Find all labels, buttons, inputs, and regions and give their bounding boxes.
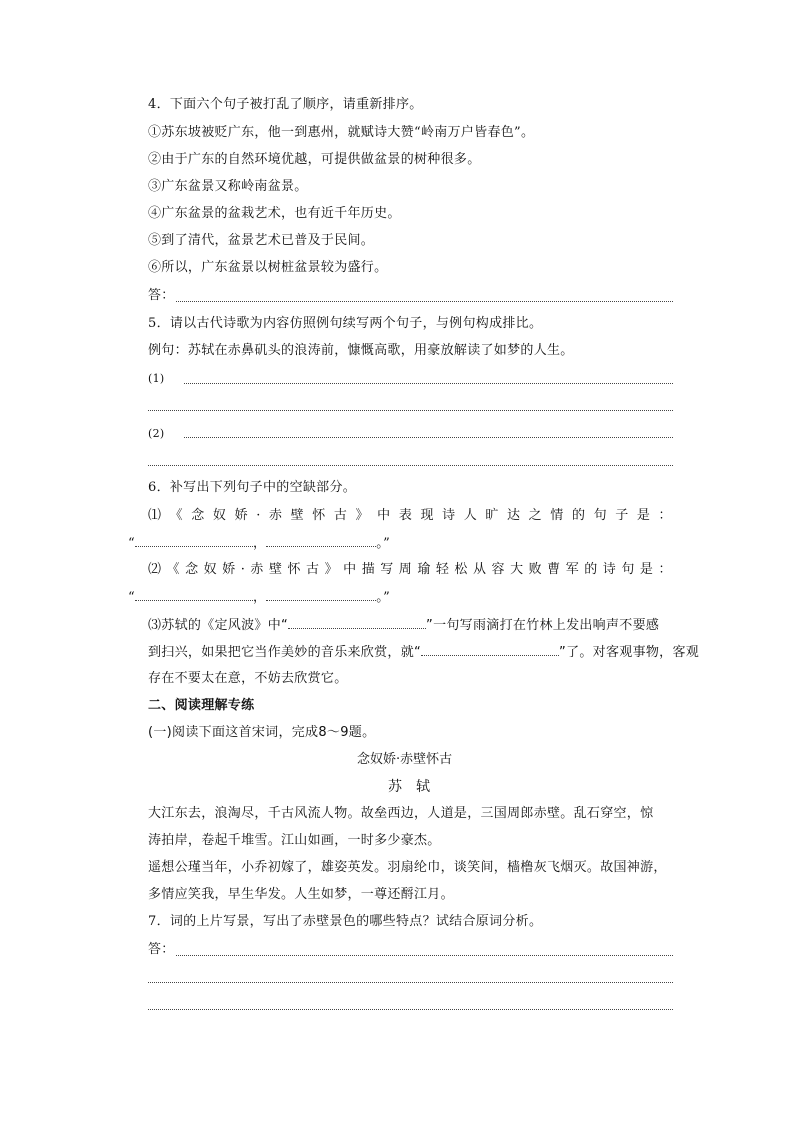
q6-part3-text-c: 到扫兴，如果把它当作美妙的音乐来欣赏，就“: [148, 645, 422, 660]
q6-part3-text-a: ⑶苏轼的《定风波》中“: [148, 618, 289, 633]
prompt-char: 写: [380, 562, 394, 577]
prompt-char: 的: [571, 508, 586, 523]
q6-part3-line2: [148, 643, 699, 662]
open-quote: “: [128, 590, 135, 605]
prompt-char: 子: [615, 508, 629, 523]
prompt-char: ⑴: [148, 508, 162, 523]
q6-part3-text-d: ”了。对客观事物，客观: [559, 645, 700, 660]
q6-part3-blank-a[interactable]: [288, 616, 426, 629]
prompt-char: 诗: [602, 562, 617, 577]
prompt-char: 从: [472, 562, 487, 577]
prompt-char: 诗: [442, 508, 456, 523]
q6-part1-blanks: [128, 534, 390, 553]
prompt-char: 轻: [435, 562, 450, 577]
poem-title: 念奴娇·赤壁怀古: [357, 752, 453, 767]
q7-answer-line-3[interactable]: [148, 1009, 673, 1010]
q4-item-5: ⑤到了清代，盆景艺术已普及于民间。: [148, 233, 375, 248]
section-heading: 二、阅读理解专练: [148, 698, 255, 713]
comma: ，: [252, 536, 267, 551]
prompt-char: 》: [355, 508, 369, 523]
q5-answer-line-2b[interactable]: [148, 465, 673, 466]
prompt-char: 周: [398, 562, 413, 577]
section-intro: (一)阅读下面这首宋词，完成8～9题。: [148, 725, 376, 740]
prompt-char: 军: [565, 562, 580, 577]
prompt-char: 是: [639, 562, 654, 577]
prompt-char: 奴: [203, 562, 217, 577]
q6-part3-text-b: ”一句写雨滴打在竹林上发出响声不要感: [426, 618, 660, 633]
q4-answer-line[interactable]: [176, 301, 673, 302]
q4-answer-label: 答：: [148, 288, 175, 303]
q4-item-1: ①苏东坡被贬广东，他一到惠州，就赋诗大赞“岭南万户皆春色”。: [148, 125, 535, 140]
comma: ，: [252, 590, 267, 605]
prompt-char: 描: [361, 562, 375, 577]
q6-part1-prompt: [148, 507, 672, 525]
prompt-char: 《: [169, 508, 183, 523]
prompt-char: ：: [658, 508, 672, 523]
prompt-char: ·: [256, 508, 261, 523]
close-quote: 。”: [376, 590, 391, 605]
q6-part3-line3: 存在不要太在意，不妨去欣赏它。: [148, 671, 348, 686]
q4-item-6: ⑥所以，广东盆景以树桩盆景较为盛行。: [148, 260, 388, 275]
q5-label-2: (2): [148, 427, 165, 440]
q6-part1-blank-a[interactable]: [135, 534, 253, 547]
prompt-char: 曹: [547, 562, 561, 577]
q5-answer-line-1a[interactable]: [184, 383, 673, 384]
prompt-char: 赤: [250, 562, 264, 577]
prompt-char: 中: [343, 562, 357, 577]
prompt-char: 念: [185, 562, 199, 577]
q6-part2-blanks: [128, 588, 390, 607]
prompt-char: 瑜: [417, 562, 431, 577]
prompt-char: 大: [510, 562, 524, 577]
poem-line-2: 涛拍岸，卷起千堆雪。江山如画，一时多少豪杰。: [148, 833, 441, 848]
prompt-char: 壁: [290, 508, 304, 523]
prompt-char: 是: [636, 508, 651, 523]
q6-part1-blank-b[interactable]: [266, 534, 376, 547]
prompt-char: 现: [420, 508, 434, 523]
q4-item-2: ②由于广东的自然环境优越，可提供做盆景的树种很多。: [148, 152, 481, 167]
prompt-char: 旷: [485, 508, 499, 523]
q7-answer-line-1[interactable]: [176, 955, 673, 956]
prompt-char: 怀: [312, 508, 326, 523]
poem-line-4: 多情应笑我，早生华发。人生如梦，一尊还酹江月。: [148, 887, 454, 902]
prompt-char: 达: [507, 508, 521, 523]
prompt-char: ：: [658, 562, 672, 577]
poem-line-3: 遥想公瑾当年，小乔初嫁了，雄姿英发。羽扇纶巾，谈笑间，樯橹灰飞烟灭。故国神游，: [148, 860, 667, 875]
prompt-char: 句: [593, 508, 607, 523]
open-quote: “: [128, 536, 135, 551]
prompt-char: 松: [454, 562, 468, 577]
prompt-char: 念: [191, 508, 205, 523]
poem-line-1: 大江东去，浪淘尽，千古风流人物。故垒西边，人道是，三国周郎赤壁。乱石穿空，惊: [148, 806, 654, 821]
poem-author: 苏 轼: [388, 779, 430, 795]
prompt-char: 娇: [222, 562, 236, 577]
q6-part2-blank-b[interactable]: [266, 588, 376, 601]
prompt-char: 壁: [268, 562, 283, 577]
q4-item-3: ③广东盆景又称岭南盆景。: [148, 179, 308, 194]
prompt-char: 表: [398, 508, 413, 523]
prompt-char: 人: [463, 508, 478, 523]
q5-answer-line-1b[interactable]: [148, 410, 673, 411]
q4-item-4: ④广东盆景的盆栽艺术，也有近千年历史。: [148, 206, 401, 221]
prompt-char: 败: [528, 562, 542, 577]
prompt-char: 奴: [212, 508, 227, 523]
prompt-char: 赤: [268, 508, 283, 523]
prompt-char: 怀: [287, 562, 301, 577]
prompt-char: 容: [491, 562, 505, 577]
prompt-char: ⑵: [148, 562, 162, 577]
prompt-char: 情: [550, 508, 564, 523]
prompt-char: 的: [584, 562, 598, 577]
q5-label-1: (1): [148, 372, 165, 385]
q7-title: 7．词的上片写景，写出了赤壁景色的哪些特点？试结合原词分析。: [148, 914, 543, 929]
prompt-char: 娇: [234, 508, 248, 523]
q5-title: 5．请以古代诗歌为内容仿照例句续写两个句子，与例句构成排比。: [148, 316, 543, 331]
q4-title: 4．下面六个句子被打乱了顺序，请重新排序。: [148, 97, 423, 112]
q6-part3-blank-b[interactable]: [421, 643, 559, 656]
q6-part2-blank-a[interactable]: [135, 588, 253, 601]
prompt-char: 》: [324, 562, 338, 577]
close-quote: 。”: [376, 536, 391, 551]
prompt-char: ·: [240, 562, 246, 577]
prompt-char: 古: [306, 562, 320, 577]
prompt-char: 《: [166, 562, 180, 577]
q7-answer-line-2[interactable]: [148, 982, 673, 983]
q6-title: 6．补写出下列句子中的空缺部分。: [148, 480, 357, 495]
q6-part3-line1: [148, 616, 659, 635]
q6-part2-prompt: [148, 561, 672, 579]
prompt-char: 古: [333, 508, 348, 523]
q7-answer-label: 答：: [148, 942, 175, 957]
q5-example: 例句：苏轼在赤鼻矶头的浪涛前，慷慨高歌，用豪放解读了如梦的人生。: [148, 343, 574, 358]
prompt-char: 中: [377, 508, 391, 523]
prompt-char: 之: [528, 508, 542, 523]
q5-answer-line-2a[interactable]: [184, 437, 673, 438]
prompt-char: 句: [621, 562, 635, 577]
